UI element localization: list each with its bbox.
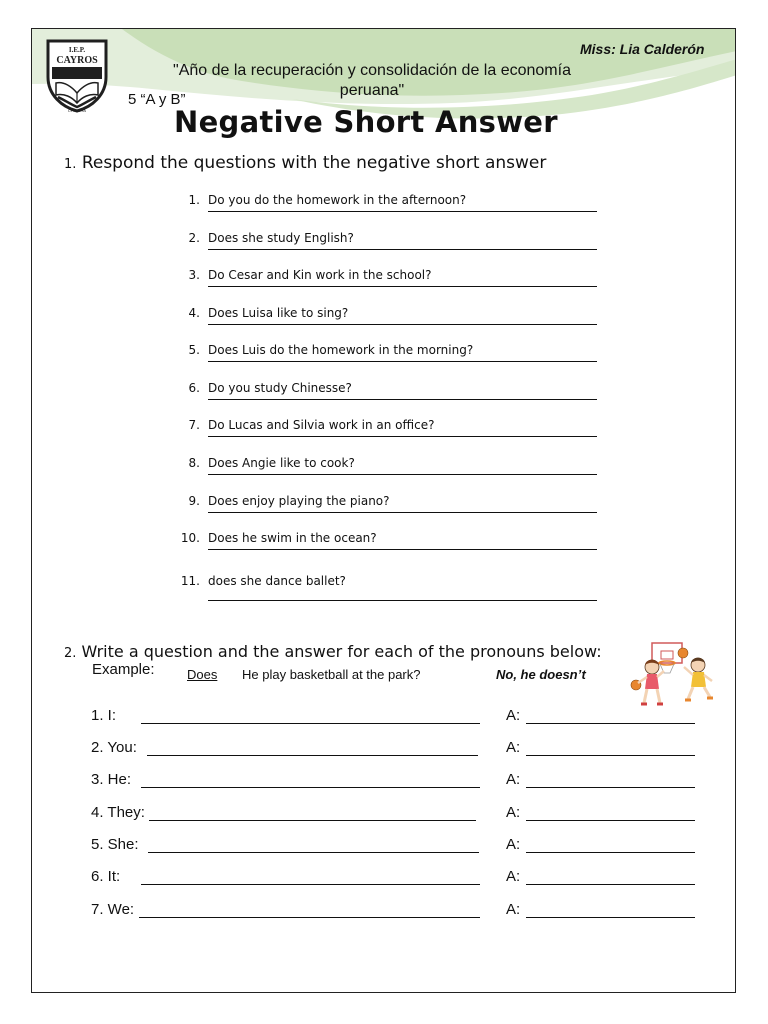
answer-label: A: — [506, 771, 521, 788]
pronoun-label: 1. I: — [91, 707, 117, 724]
section1-number: 1. — [64, 157, 77, 172]
answer-label: A: — [506, 901, 521, 918]
pronoun-row — [91, 804, 701, 826]
pronoun-label: 6. It: — [91, 868, 121, 885]
question-text: Does Luisa like to sing? — [208, 306, 349, 320]
question-number: 9. — [188, 494, 200, 508]
question-line[interactable] — [141, 723, 480, 724]
answer-line[interactable] — [208, 286, 597, 287]
answer-line[interactable] — [526, 917, 695, 918]
pronoun-label: 3. He: — [91, 771, 132, 788]
answer-line[interactable] — [526, 852, 695, 853]
example-label: Example: — [92, 661, 155, 678]
kids-playing-basketball-illustration — [614, 641, 720, 713]
answer-line[interactable] — [526, 723, 695, 724]
question-text: does she dance ballet? — [208, 574, 346, 588]
example-answer: No, he doesn’t — [496, 667, 586, 682]
question-text: Do Lucas and Silvia work in an office? — [208, 418, 435, 432]
section2-instruction: Write a question and the answer for each of the pronouns below: — [81, 642, 602, 661]
question-number: 2. — [188, 231, 200, 245]
question-text: Does Luis do the homework in the morning? — [208, 343, 474, 357]
answer-label: A: — [506, 868, 521, 885]
question-number: 1. — [188, 193, 200, 207]
question-text: Does enjoy playing the piano? — [208, 494, 390, 508]
question-number: 6. — [188, 381, 200, 395]
question-text: Does she study English? — [208, 231, 354, 245]
section1-heading — [64, 153, 546, 173]
pronoun-row — [91, 771, 701, 793]
example-auxiliary: Does — [187, 667, 218, 682]
answer-line[interactable] — [208, 474, 597, 475]
pronoun-row — [91, 868, 701, 890]
question-number: 3. — [188, 268, 200, 282]
question-number: 4. — [188, 306, 200, 320]
year-motto: "Año de la recuperación y consolidación de la economía peruana" — [173, 62, 571, 99]
pronoun-row — [91, 901, 701, 923]
answer-line[interactable] — [526, 787, 695, 788]
answer-line[interactable] — [208, 600, 597, 601]
logo-name-text: CAYROS — [56, 55, 98, 66]
answer-label: A: — [506, 804, 521, 821]
answer-label: A: — [506, 739, 521, 756]
answer-line[interactable] — [208, 436, 597, 437]
pronoun-row — [91, 707, 701, 729]
logo-bottom-text: CHINCHA — [67, 108, 87, 113]
section2-number: 2. — [64, 646, 77, 661]
pronoun-row — [91, 836, 701, 858]
pronoun-label: 5. She: — [91, 836, 139, 853]
question-number: 8. — [188, 456, 200, 470]
answer-line[interactable] — [526, 755, 695, 756]
question-number: 10. — [180, 531, 200, 545]
answer-line[interactable] — [208, 399, 597, 400]
question-line[interactable] — [149, 820, 476, 821]
question-text: Do Cesar and Kin work in the school? — [208, 268, 432, 282]
answer-line[interactable] — [208, 512, 597, 513]
section1-instruction: Respond the questions with the negative short answer — [81, 153, 547, 173]
question-number: 11. — [180, 574, 200, 588]
question-line[interactable] — [147, 755, 478, 756]
answer-line[interactable] — [208, 211, 597, 212]
pronoun-label: 4. They: — [91, 804, 145, 821]
pronoun-label: 7. We: — [91, 901, 135, 918]
question-number: 5. — [188, 343, 200, 357]
question-text: Does Angie like to cook? — [208, 456, 355, 470]
answer-line[interactable] — [526, 884, 695, 885]
pronoun-row — [91, 739, 701, 761]
question-line[interactable] — [141, 884, 480, 885]
worksheet-title: Negative Short Answer — [174, 105, 558, 139]
section2-heading — [64, 642, 602, 661]
question-line[interactable] — [148, 852, 479, 853]
question-text: Do you study Chinesse? — [208, 381, 352, 395]
answer-label: A: — [506, 836, 521, 853]
question-line[interactable] — [141, 787, 480, 788]
answer-line[interactable] — [526, 820, 695, 821]
answer-line[interactable] — [208, 549, 597, 550]
answer-line[interactable] — [208, 361, 597, 362]
answer-label: A: — [506, 707, 521, 724]
answer-line[interactable] — [208, 249, 597, 250]
question-text: Does he swim in the ocean? — [208, 531, 377, 545]
question-number: 7. — [188, 418, 200, 432]
school-crest-icon — [44, 37, 110, 113]
question-line[interactable] — [139, 917, 480, 918]
example-question: He play basketball at the park? — [242, 667, 421, 682]
answer-line[interactable] — [208, 324, 597, 325]
worksheet-page — [31, 28, 736, 993]
pronoun-label: 2. You: — [91, 739, 137, 756]
question-text: Do you do the homework in the afternoon? — [208, 193, 467, 207]
grade-label: 5 “A y B” — [128, 92, 186, 108]
logo-top-text: I.E.P. — [68, 46, 86, 54]
teacher-name: Miss: Lia Calderón — [580, 41, 705, 57]
